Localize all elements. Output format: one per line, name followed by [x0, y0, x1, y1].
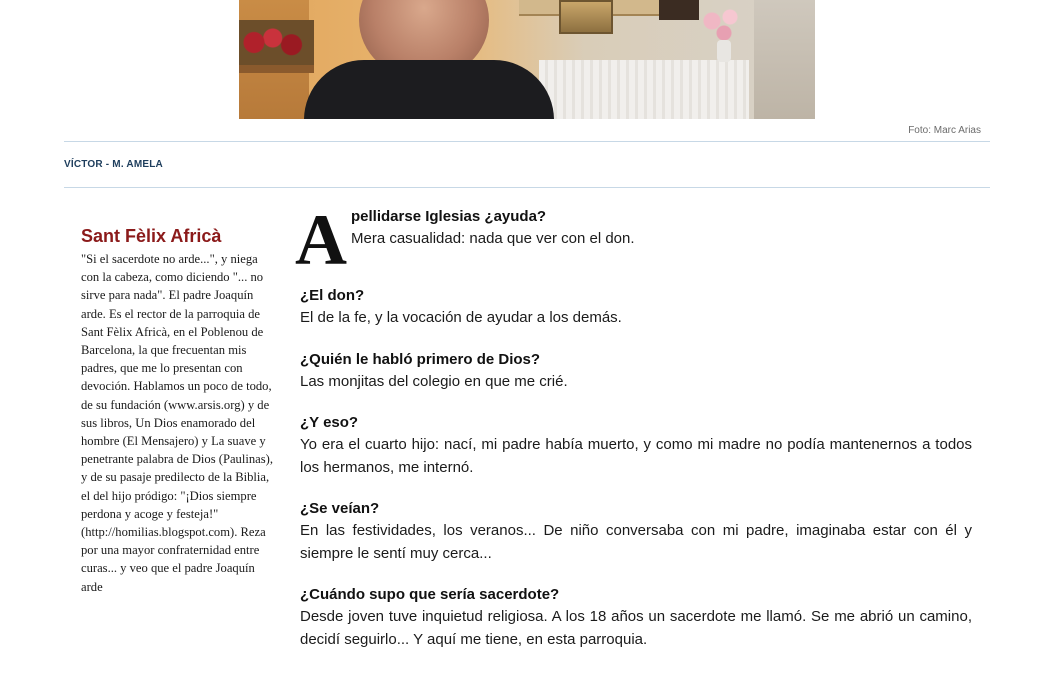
qa-block	[300, 412, 972, 479]
interview-question: ¿Se veían?	[300, 500, 380, 517]
divider-top	[64, 141, 990, 142]
interview-answer: Desde joven tuve inquietud religiosa. A los 18 años un sacerdote me llamó. Se me abrió un camino, decidí seguirlo... Y aquí me tiene, en esta parroquia.	[300, 608, 972, 648]
interview-question: ¿El don?	[300, 287, 365, 304]
divider-bottom	[64, 187, 990, 188]
qa-block	[300, 498, 972, 565]
qa-block	[300, 349, 972, 394]
sidebar-title: Sant Fèlix Africà	[81, 226, 222, 246]
qa-block	[300, 285, 972, 330]
drop-cap: A	[295, 200, 347, 280]
qa-block	[295, 200, 972, 280]
photo-credit: Foto: Marc Arias	[908, 125, 981, 136]
interview-question: pellidarse Iglesias ¿ayuda?	[351, 208, 547, 225]
interview-answer: Mera casualidad: nada que ver con el don.	[351, 230, 635, 247]
interview-answer: El de la fe, y la vocación de ayudar a los demás.	[300, 309, 622, 326]
interview-answer: En las festividades, los veranos... De niño conversaba con mi padre, imaginaba estar con él y siempre le sentí muy cerca...	[300, 522, 972, 562]
portrait-photo	[239, 0, 815, 119]
interview-question: ¿Cuándo supo que sería sacerdote?	[300, 586, 560, 603]
interview-answer: Yo era el cuarto hijo: nací, mi padre había muerto, y como mi madre no podía mantenernos a todos los hermanos, me internó.	[300, 436, 972, 476]
interview-column	[295, 200, 972, 670]
author-byline: VÍCTOR - M. AMELA	[64, 159, 163, 170]
interview-question: ¿Y eso?	[300, 414, 359, 431]
sidebar-column	[81, 226, 273, 596]
interview-question: ¿Quién le habló primero de Dios?	[300, 350, 541, 368]
qa-block	[300, 584, 972, 651]
interview-answer: Las monjitas del colegio en que me crié.	[300, 372, 568, 390]
sidebar-text: "Si el sacerdote no arde...", y niega con la cabeza, como diciendo "... no sirve para nada". El padre Joaquín arde. Es el rector de la parroquia de Sant Fèlix Africà, en el Poblenou de Barcelona, la que frecuentan mis padres, que me lo presentan con devoción. Hablamos un poco de todo, de su fundación (www.arsis.org) y de sus libros, Un Dios enamorado del hombre (El Mensajero) y La suave y penetrante palabra de Dios (Paulinas), y de su pasaje predilecto de la Biblia, el del hijo pródigo: "¡Dios siempre perdona y acoge y festeja!" (http://homilias.blogspot.com). Reza por una mayor confraternidad entre curas... y veo que el padre Joaquín arde	[81, 252, 273, 594]
